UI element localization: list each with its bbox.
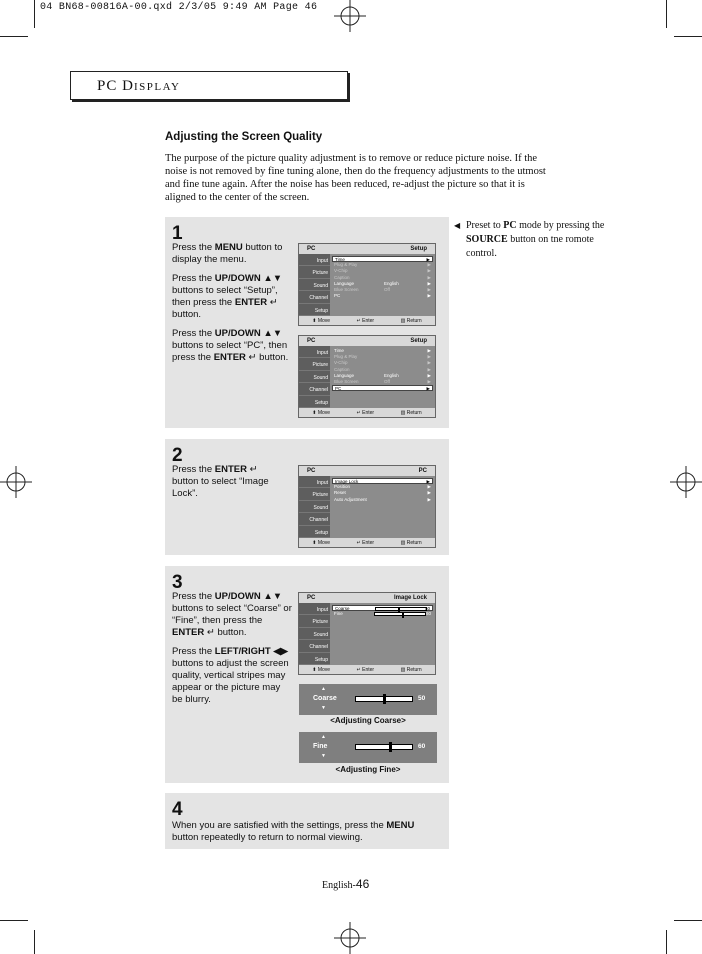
coarse-slider-panel xyxy=(299,684,437,715)
crop-mark xyxy=(674,920,702,921)
up-arrow-icon: ▲ xyxy=(321,734,326,740)
osd-side-item: Setup xyxy=(299,304,330,316)
registration-mark-icon xyxy=(334,0,366,32)
side-note: ◀ Preset to PC mode by pressing the SOURCE button on tne romote control. xyxy=(454,220,605,259)
step-instructions: When you are satisfied with the settings, press the MENU button repeatedly to return to normal viewing. xyxy=(172,820,415,843)
section-title: PC DISPLAY xyxy=(97,78,181,94)
step-number: 4 xyxy=(172,799,183,820)
slider-label: Coarse xyxy=(313,695,337,702)
enter-icon: ↵ xyxy=(246,464,258,475)
osd-row: Reset ▶ xyxy=(334,490,431,496)
crop-mark xyxy=(666,0,667,28)
osd-level-bar xyxy=(374,612,426,616)
osd-row: Time ▶ xyxy=(334,348,431,353)
crop-mark xyxy=(666,930,667,954)
osd-title: Setup xyxy=(410,246,427,252)
step-number: 2 xyxy=(172,445,183,466)
osd-side-item: Sound xyxy=(299,279,330,291)
up-arrow-icon: ▲ xyxy=(321,686,326,692)
step-instructions: Press the ENTER ↵ button to select “Image Lock”. xyxy=(172,464,269,499)
osd-row: Caption ▶ xyxy=(334,274,431,280)
slider-track xyxy=(355,696,413,702)
osd-row: Image Lock ▶ xyxy=(332,478,433,484)
osd-image-lock: PC Image Lock Input Picture Sound Channel Setup Coarse 50 Fine 60 ⬍ Move ↵ Enter ▥ Return xyxy=(298,592,436,675)
crop-mark xyxy=(34,930,35,954)
osd-mode: PC xyxy=(307,246,316,252)
step-4-panel xyxy=(165,793,449,849)
step-number: 3 xyxy=(172,572,183,593)
figure-caption: <Adjusting Coarse> xyxy=(330,716,406,725)
triangle-left-icon: ◀ xyxy=(454,221,461,230)
figure-caption: <Adjusting Fine> xyxy=(335,765,401,774)
fine-slider-panel xyxy=(299,732,437,763)
page-footer: English-46 xyxy=(322,877,370,891)
osd-row: Auto Adjustment ▶ xyxy=(334,496,431,502)
crop-mark xyxy=(674,36,702,37)
osd-row: Blue Screen Off ▶ xyxy=(334,378,431,384)
print-slug: 04 BN68-00816A-00.qxd 2/3/05 9:49 AM Page 46 xyxy=(40,2,318,13)
step-instructions: Press the MENU button to display the menu. Press the UP/DOWN ▲▼ buttons to select “Setup”, then press the ENTER ↵ button. Press the UP/DOWN ▲▼ buttons to select “PC”, then press the ENTER ↵ button. xyxy=(172,242,289,363)
osd-level-bar xyxy=(375,607,427,611)
osd-row: Coarse 50 xyxy=(332,605,433,611)
osd-setup-menu-pc: PC Setup Input Picture Sound Channel Setup Time ▶ Plug & Play ▶ V-Chip ▶ Caption ▶ Language English ▶ Blue Screen Off ▶ PC ▶ ⬍ Move ↵ Enter ▥ Return xyxy=(298,335,436,418)
enter-icon: ↵ xyxy=(204,627,215,638)
osd-pc-menu: PC PC Input Picture Sound Channel Setup Image Lock ▶ Position ▶ Reset ▶ Auto Adjustment ▶ ⬍ Move ↵ Enter ▥ Return xyxy=(298,465,436,548)
osd-row: Position ▶ xyxy=(334,484,431,490)
step-instructions: Press the UP/DOWN ▲▼ buttons to select “Coarse” or “Fine”, then press the ENTER ↵ button. Press the LEFT/RIGHT ◀▶ buttons to adjust the screen quality, vertical stripes may appear or the picture may be blurry. xyxy=(172,591,292,705)
crop-mark xyxy=(0,920,28,921)
registration-mark-icon xyxy=(670,466,702,498)
osd-row: Fine 60 xyxy=(334,611,431,617)
osd-level-marker xyxy=(402,612,404,618)
slider-track xyxy=(355,744,413,750)
osd-row: Plug & Play ▶ xyxy=(334,262,431,268)
osd-row: Caption ▶ xyxy=(334,366,431,372)
osd-row: Language English ▶ xyxy=(334,280,431,286)
page-heading: Adjusting the Screen Quality xyxy=(165,131,323,143)
osd-row: V-Chip ▶ xyxy=(334,360,431,366)
osd-side-item: Input xyxy=(299,254,330,266)
page-number: 46 xyxy=(355,877,370,891)
osd-side-item: Channel xyxy=(299,291,330,303)
slider-label: Fine xyxy=(313,743,328,750)
down-arrow-icon: ▼ xyxy=(321,705,326,711)
step-number: 1 xyxy=(172,223,183,244)
osd-side-item: Picture xyxy=(299,266,330,278)
osd-row: PC ▶ xyxy=(332,385,433,391)
osd-row: Blue Screen Off ▶ xyxy=(334,286,431,292)
slider-thumb xyxy=(383,694,386,704)
osd-row: V-Chip ▶ xyxy=(334,268,431,274)
osd-setup-menu: PC Setup Input Picture Sound Channel Setup Time ▶ Plug & Play ▶ V-Chip ▶ Caption ▶ Language English ▶ Blue Screen Off ▶ PC ▶ ⬍ Move ↵ Enter ▥ Return xyxy=(298,243,436,326)
osd-sidebar xyxy=(299,254,330,316)
slider-value: 50 xyxy=(418,695,426,702)
crop-mark xyxy=(0,36,28,37)
osd-row: Language English ▶ xyxy=(334,372,431,378)
intro-paragraph: The purpose of the picture quality adjustment is to remove or reduce picture noise. If the noise is not removed by fine tuning alone, then do the frequency adjustments to the utmost and fine tune again. After the noise has been reduced, re-adjust the picture so that it is aligned to the center of the screen. xyxy=(165,153,546,203)
enter-icon: ↵ xyxy=(267,297,278,308)
registration-mark-icon xyxy=(0,466,32,498)
slider-thumb xyxy=(389,742,392,752)
slider-value: 60 xyxy=(418,743,426,750)
osd-row: PC ▶ xyxy=(334,293,431,299)
enter-icon: ↵ xyxy=(245,352,257,363)
registration-mark-icon xyxy=(334,922,366,954)
osd-row: Time ▶ xyxy=(332,256,433,262)
osd-row: Plug & Play ▶ xyxy=(334,354,431,360)
down-arrow-icon: ▼ xyxy=(321,753,326,759)
crop-mark xyxy=(34,0,35,28)
